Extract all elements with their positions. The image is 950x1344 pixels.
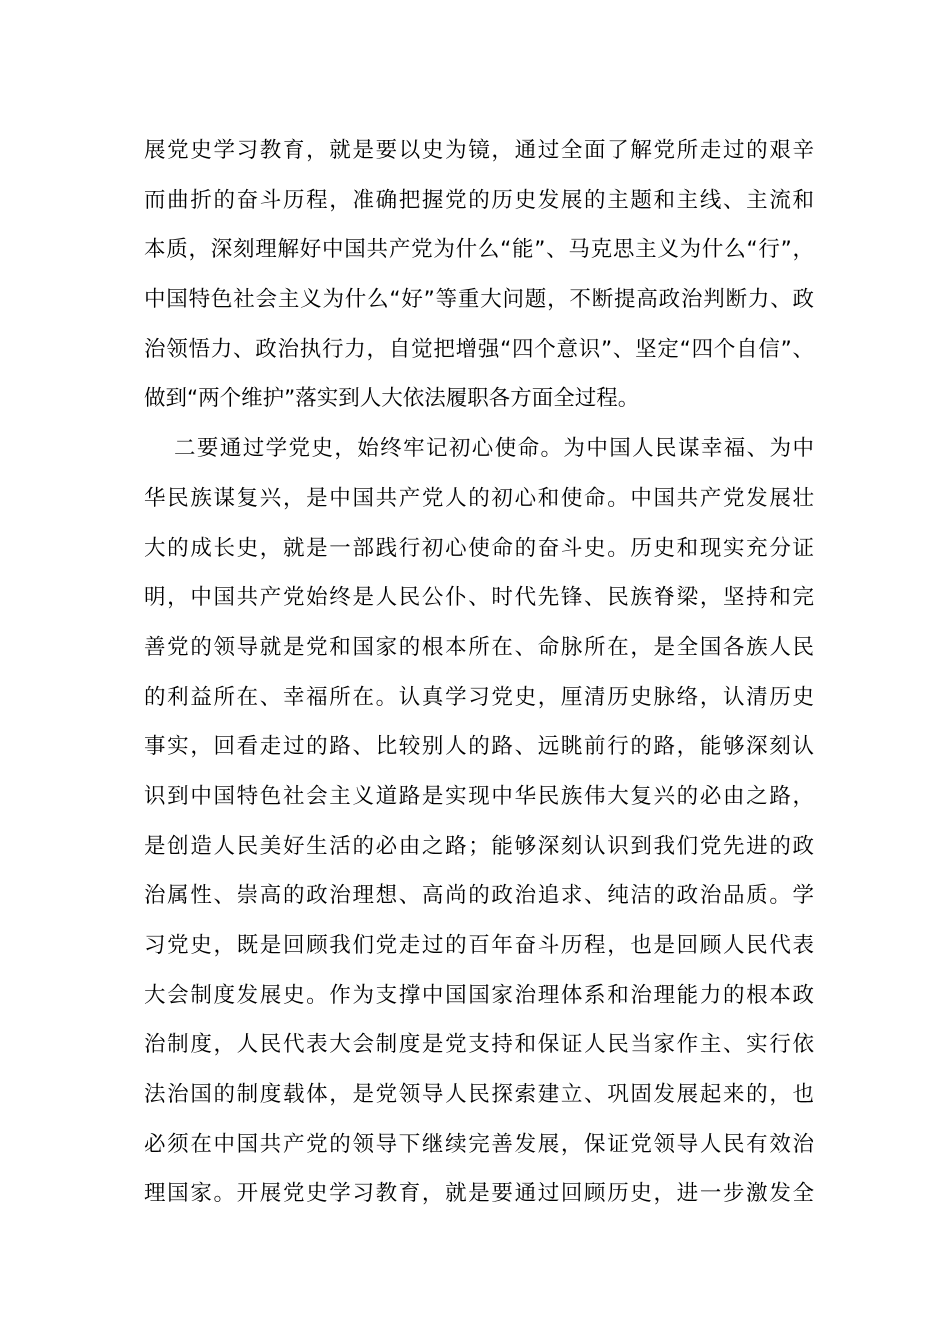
document-body <box>144 126 814 1219</box>
text-line: 治领悟力、政治执行力，自觉把增强“四个意识”、坚定“四个自信”、 <box>144 336 814 362</box>
paragraph-2 <box>144 424 814 1219</box>
text-line: 大会制度发展史。作为支撑中国国家治理体系和治理能力的根本政 <box>144 982 814 1008</box>
text-line: 治制度，人民代表大会制度是党支持和保证人民当家作主、实行依 <box>144 1032 814 1058</box>
text-line: 二要通过学党史，始终牢记初心使命。为中国人民谋幸福、为中 <box>174 436 814 462</box>
text-line: 事实，回看走过的路、比较别人的路、远眺前行的路，能够深刻认 <box>144 734 814 760</box>
text-line: 善党的领导就是党和国家的根本所在、命脉所在，是全国各族人民 <box>144 634 814 660</box>
text-line: 治属性、崇高的政治理想、高尚的政治追求、纯洁的政治品质。学 <box>144 883 814 909</box>
text-line: 做到“两个维护”落实到人大依法履职各方面全过程。 <box>144 386 640 412</box>
paragraph-1 <box>144 126 814 424</box>
text-line: 华民族谋复兴，是中国共产党人的初心和使命。中国共产党发展壮 <box>144 485 814 511</box>
text-line: 大的成长史，就是一部践行初心使命的奋斗史。历史和现实充分证 <box>144 535 814 561</box>
text-line: 而曲折的奋斗历程，准确把握党的历史发展的主题和主线、主流和 <box>144 187 814 213</box>
text-line: 本质，深刻理解好中国共产党为什么“能”、马克思主义为什么“行”， <box>144 237 814 263</box>
text-line: 展党史学习教育，就是要以史为镜，通过全面了解党所走过的艰辛 <box>144 138 814 163</box>
text-line: 识到中国特色社会主义道路是实现中华民族伟大复兴的必由之路， <box>144 783 814 809</box>
text-line: 明，中国共产党始终是人民公仆、时代先锋、民族脊梁，坚持和完 <box>144 585 814 611</box>
text-line: 是创造人民美好生活的必由之路；能够深刻认识到我们党先进的政 <box>144 833 814 859</box>
text-line: 必须在中国共产党的领导下继续完善发展，保证党领导人民有效治 <box>144 1131 814 1157</box>
text-line: 法治国的制度载体，是党领导人民探索建立、巩固发展起来的，也 <box>144 1082 814 1108</box>
text-line: 的利益所在、幸福所在。认真学习党史，厘清历史脉络，认清历史 <box>144 684 814 710</box>
text-line: 习党史，既是回顾我们党走过的百年奋斗历程，也是回顾人民代表 <box>144 933 814 958</box>
text-line: 理国家。开展党史学习教育，就是要通过回顾历史，进一步激发全 <box>144 1181 814 1207</box>
text-line: 中国特色社会主义为什么“好”等重大问题，不断提高政治判断力、政 <box>144 287 814 313</box>
